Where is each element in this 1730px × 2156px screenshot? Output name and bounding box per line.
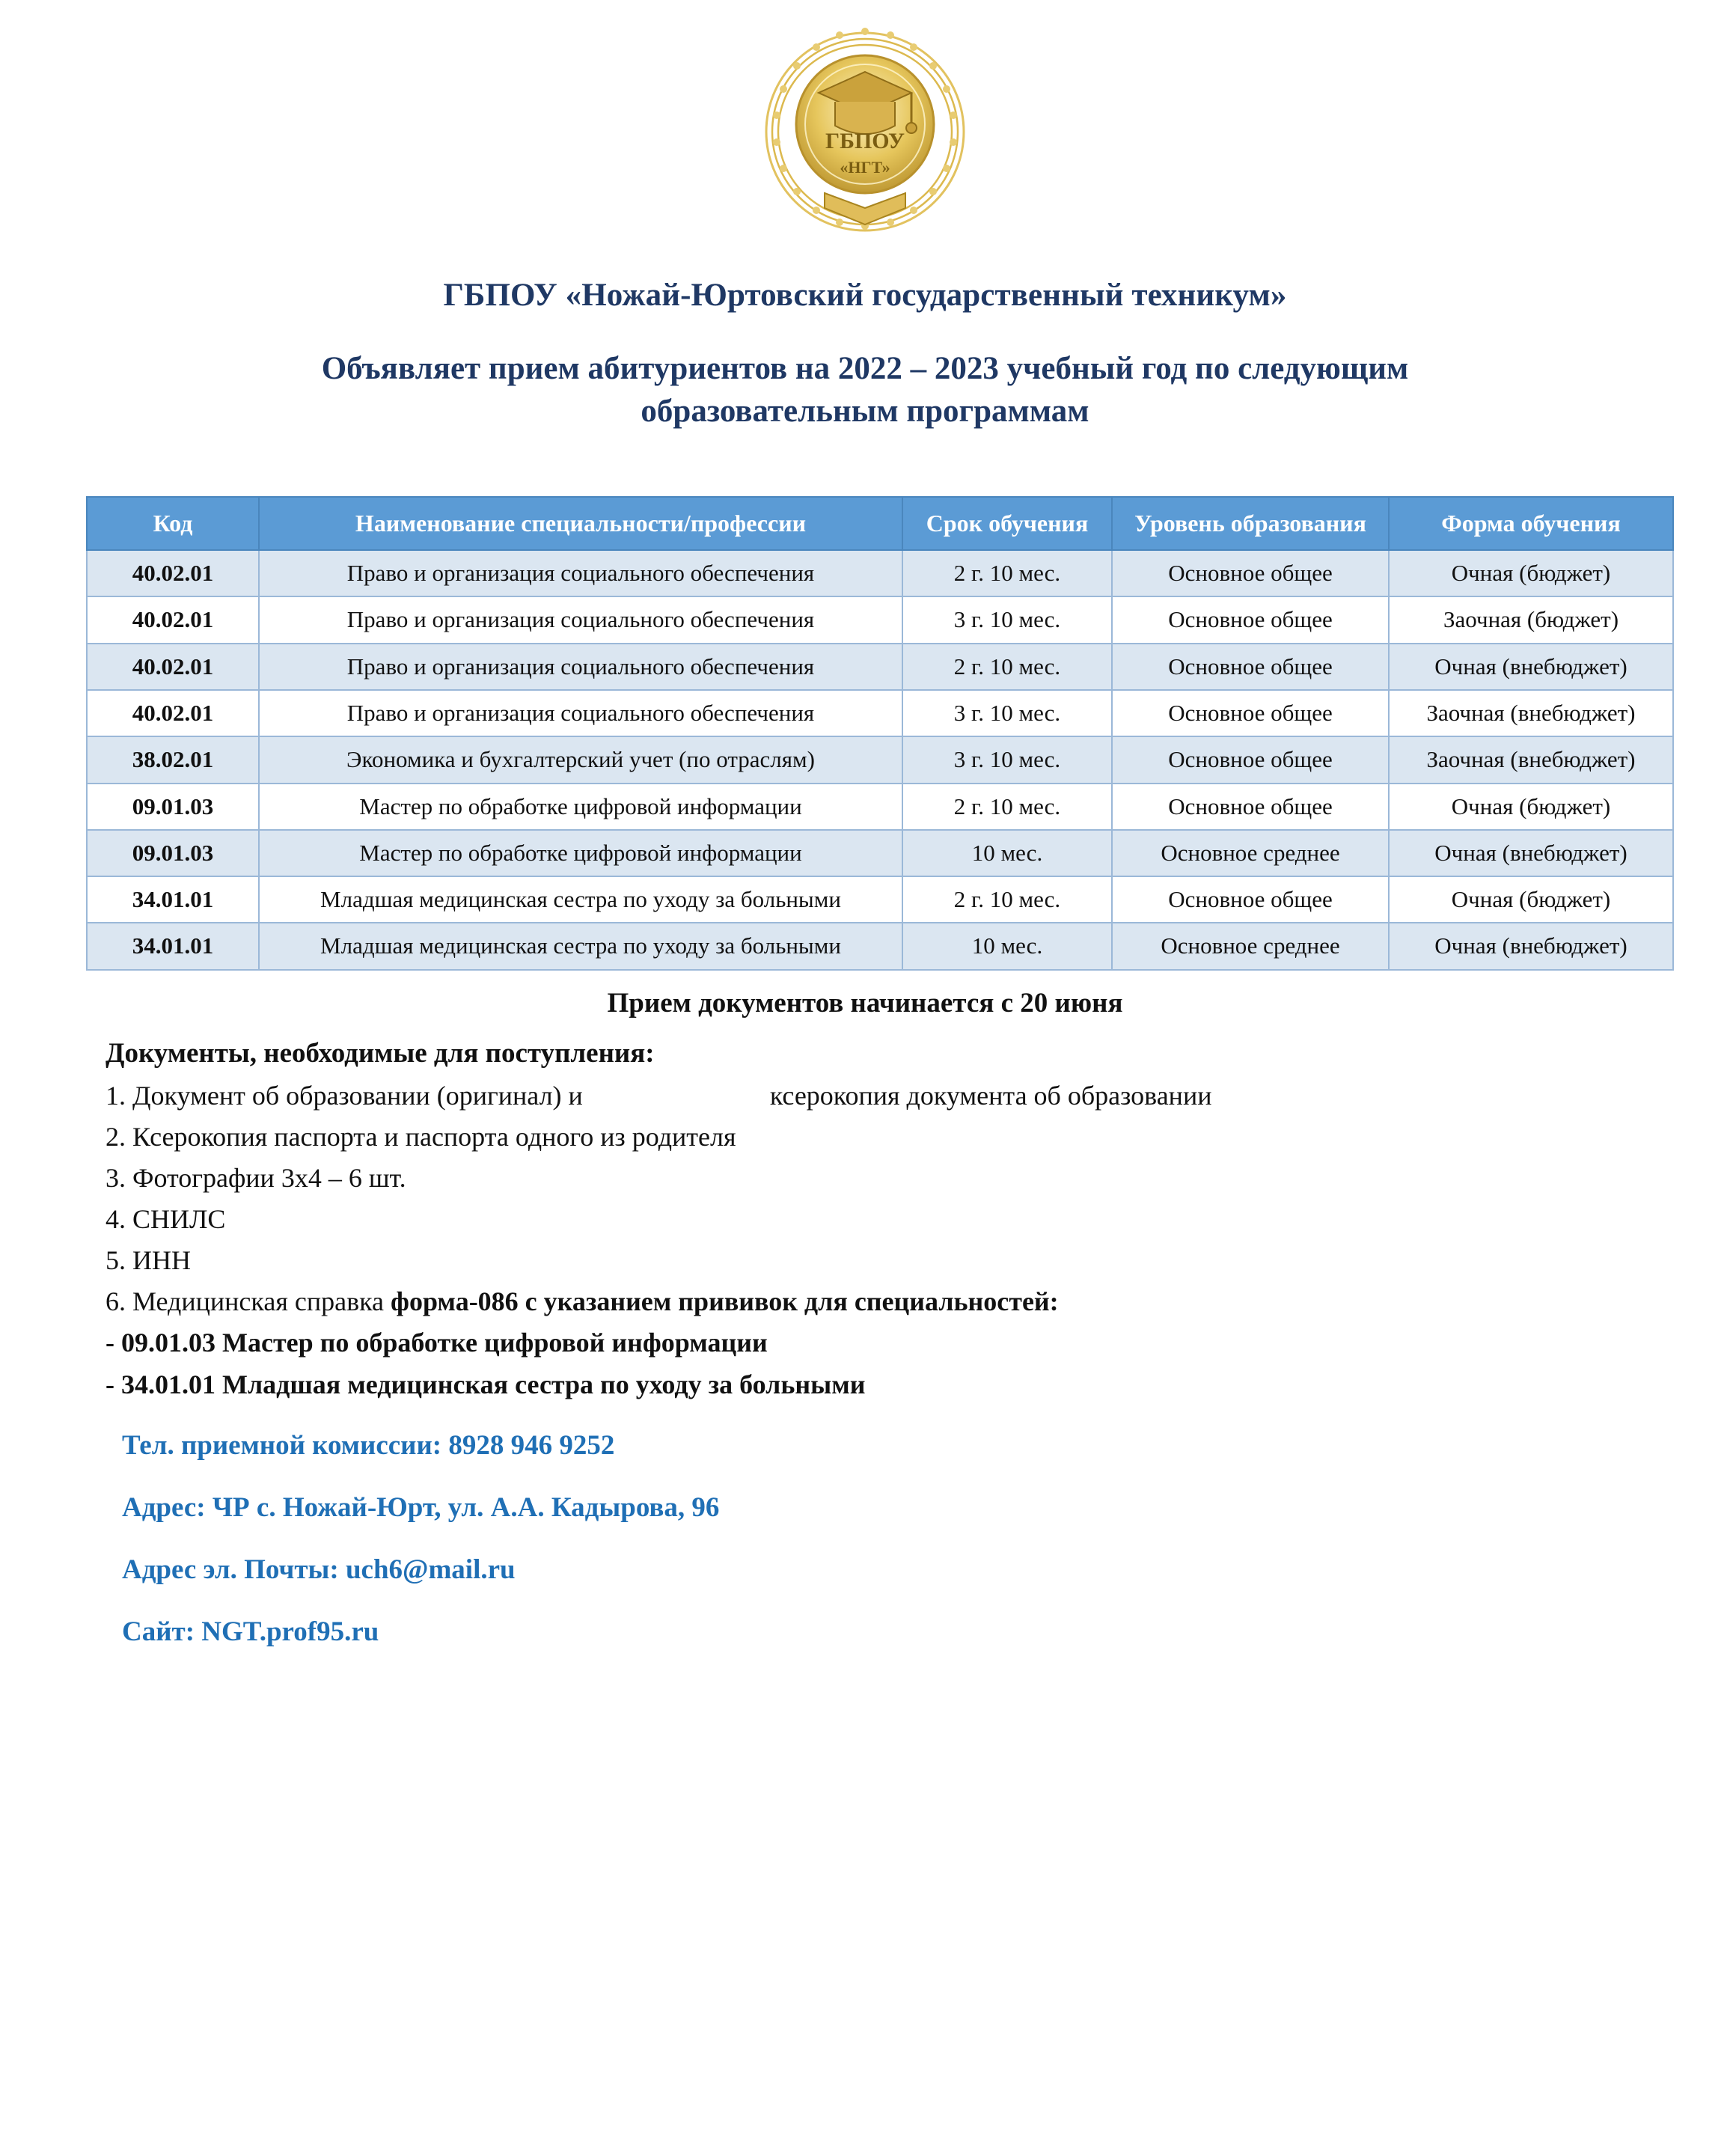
table-row (87, 830, 1673, 876)
document-item (106, 1283, 1644, 1321)
programs-table (86, 496, 1674, 971)
contacts-section (86, 1429, 1644, 1648)
cell-code: 38.02.01 (87, 736, 259, 783)
table-row (87, 690, 1673, 736)
cell-code: 40.02.01 (87, 596, 259, 643)
document-item: 2. Ксерокопия паспорта и паспорта одного из родителя (106, 1121, 736, 1152)
cell-level: Основное общее (1112, 596, 1389, 643)
graduation-cap-seal-logo (753, 19, 977, 244)
cell-name: Мастер по обработке цифровой информации (259, 784, 902, 830)
cell-name: Младшая медицинская сестра по уходу за больными (259, 923, 902, 969)
cell-form: Очная (бюджет) (1389, 876, 1673, 923)
cell-level: Основное среднее (1112, 923, 1389, 969)
document-item: 4. СНИЛС (106, 1204, 226, 1235)
svg-text:«НГТ»: «НГТ» (840, 158, 890, 177)
admission-start-notice: Прием документов начинается с 20 июня (607, 987, 1123, 1019)
column-header-term: Срок обучения (902, 497, 1112, 551)
contact-email (122, 1554, 1644, 1586)
document-item: - 09.01.03 Мастер по обработке цифровой информации (106, 1328, 768, 1358)
cell-level: Основное общее (1112, 736, 1389, 783)
cell-code: 40.02.01 (87, 550, 259, 596)
cell-term: 10 мес. (902, 923, 1112, 969)
cell-level: Основное общее (1112, 550, 1389, 596)
contact-phone (122, 1429, 1644, 1462)
column-header-level: Уровень образования (1112, 497, 1389, 551)
contact-address-label: Адрес: (122, 1491, 206, 1523)
cell-form: Очная (бюджет) (1389, 784, 1673, 830)
cell-name: Экономика и бухгалтерский учет (по отраслям) (259, 736, 902, 783)
required-documents-title: Документы, необходимые для поступления: (106, 1037, 655, 1069)
cell-term: 2 г. 10 мес. (902, 784, 1112, 830)
cell-term: 2 г. 10 мес. (902, 876, 1112, 923)
cell-name: Младшая медицинская сестра по уходу за больными (259, 876, 902, 923)
cell-form: Заочная (внебюджет) (1389, 736, 1673, 783)
document-item-tail: ксерокопия документа об образовании (769, 1080, 1212, 1111)
contact-website-value[interactable]: NGT.prof95.ru (201, 1616, 379, 1647)
table-body (87, 550, 1673, 970)
column-header-form: Форма обучения (1389, 497, 1673, 551)
cell-code: 34.01.01 (87, 876, 259, 923)
contact-email-value[interactable]: uch6@mail.ru (345, 1554, 516, 1585)
table-row (87, 876, 1673, 923)
contact-address (122, 1491, 1644, 1524)
cell-code: 40.02.01 (87, 690, 259, 736)
table-row (87, 596, 1673, 643)
document-item-text: 1. Документ об образовании (оригинал) и (106, 1080, 583, 1111)
cell-form: Очная (внебюджет) (1389, 644, 1673, 690)
cell-level: Основное общее (1112, 876, 1389, 923)
cell-name: Право и организация социального обеспечения (259, 644, 902, 690)
cell-name: Право и организация социального обеспечения (259, 596, 902, 643)
cell-term: 2 г. 10 мес. (902, 644, 1112, 690)
cell-name: Право и организация социального обеспечения (259, 690, 902, 736)
contact-email-label: Адрес эл. Почты: (122, 1554, 339, 1585)
table-row (87, 923, 1673, 969)
contact-website-label: Сайт: (122, 1616, 195, 1647)
cell-form: Очная (внебюджет) (1389, 923, 1673, 969)
cell-name: Мастер по обработке цифровой информации (259, 830, 902, 876)
logo-container (86, 0, 1644, 244)
cell-level: Основное общее (1112, 690, 1389, 736)
cell-code: 09.01.03 (87, 830, 259, 876)
page-subtitle: Объявляет прием абитуриентов на 2022 – 2023 учебный год по следующим образовательным программам (321, 351, 1409, 429)
cell-term: 3 г. 10 мес. (902, 690, 1112, 736)
column-header-code: Код (87, 497, 259, 551)
document-item: 3. Фотографии 3х4 – 6 шт. (106, 1162, 406, 1193)
cell-level: Основное среднее (1112, 830, 1389, 876)
cell-level: Основное общее (1112, 644, 1389, 690)
cell-form: Очная (бюджет) (1389, 550, 1673, 596)
document-item-text: 6. Медицинская справка (106, 1286, 391, 1317)
cell-name: Право и организация социального обеспечения (259, 550, 902, 596)
cell-form: Заочная (внебюджет) (1389, 690, 1673, 736)
table-row (87, 550, 1673, 596)
page-title: ГБПОУ «Ножай-Юртовский государственный техникум» (443, 278, 1287, 313)
required-documents-section (86, 1037, 1644, 1404)
cell-form: Очная (внебюджет) (1389, 830, 1673, 876)
document-item-tail: форма-086 с указанием прививок для специальностей: (391, 1286, 1059, 1317)
table-row (87, 784, 1673, 830)
table-row (87, 644, 1673, 690)
cell-term: 3 г. 10 мес. (902, 596, 1112, 643)
table-header-row (87, 497, 1673, 551)
table-row (87, 736, 1673, 783)
cell-term: 2 г. 10 мес. (902, 550, 1112, 596)
document-item: - 34.01.01 Младшая медицинская сестра по уходу за больными (106, 1369, 866, 1399)
cell-code: 09.01.03 (87, 784, 259, 830)
contact-website (122, 1616, 1644, 1648)
column-header-name: Наименование специальности/профессии (259, 497, 902, 551)
cell-code: 34.01.01 (87, 923, 259, 969)
document-item (106, 1077, 1644, 1115)
document-item: 5. ИНН (106, 1245, 191, 1276)
contact-address-value: ЧР с. Ножай-Юрт, ул. А.А. Кадырова, 96 (212, 1491, 720, 1523)
cell-code: 40.02.01 (87, 644, 259, 690)
contact-phone-label: Тел. приемной комиссии: (122, 1429, 442, 1461)
svg-text:ГБПОУ: ГБПОУ (825, 129, 905, 153)
cell-level: Основное общее (1112, 784, 1389, 830)
cell-term: 3 г. 10 мес. (902, 736, 1112, 783)
cell-form: Заочная (бюджет) (1389, 596, 1673, 643)
contact-phone-value[interactable]: 8928 946 9252 (448, 1429, 615, 1461)
cell-term: 10 мес. (902, 830, 1112, 876)
